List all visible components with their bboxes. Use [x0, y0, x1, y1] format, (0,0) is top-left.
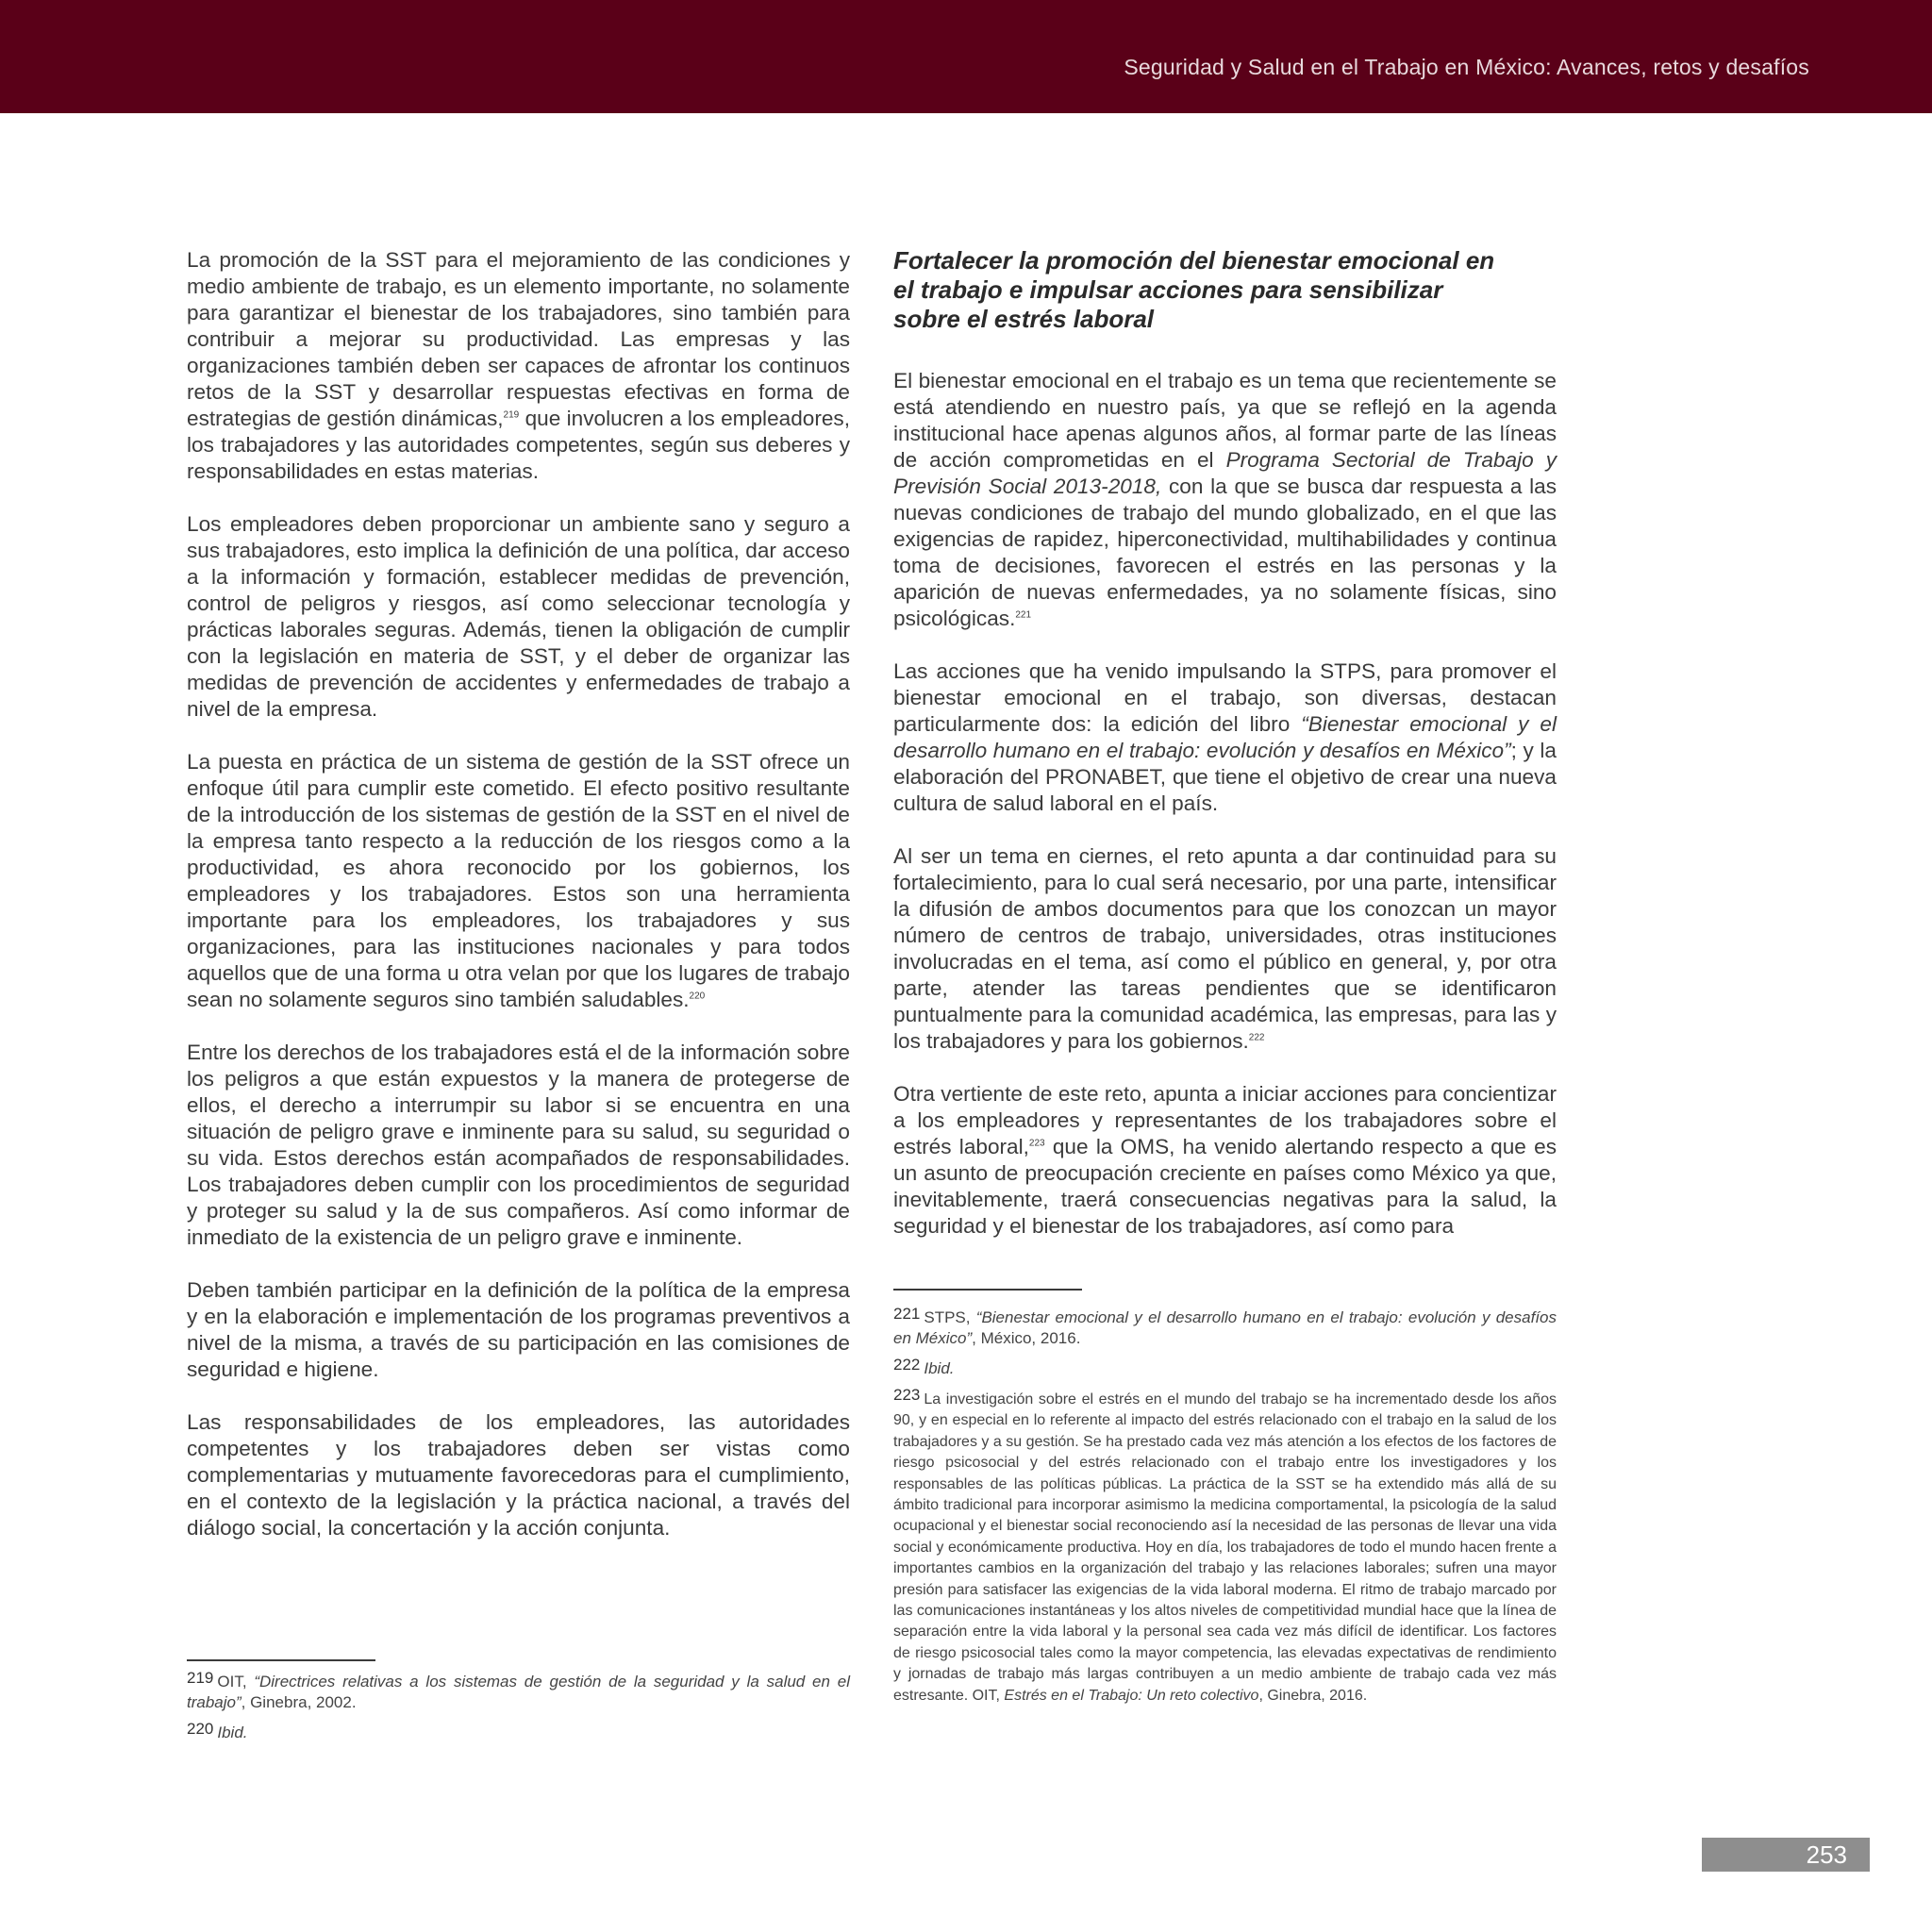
footnote-ref[interactable]: 219: [503, 409, 520, 421]
left-footnotes: [187, 1668, 850, 1749]
paragraph: Las responsabilidades de los empleadores, las autoridades competentes y los trabajadores deben ser vistas como complementarias y mutuamente favorecedoras para el cumplimiento, en el contexto de la legislación y la práctica nacional, a través del diálogo social, la concertación y la acción conjunta.: [187, 1410, 850, 1540]
footnote-222: [893, 1355, 1557, 1379]
footnote-219: [187, 1668, 850, 1713]
footnote-text: Ibid.: [924, 1359, 955, 1377]
footnote-221: [893, 1304, 1557, 1349]
footnote-text: STPS,: [924, 1308, 976, 1326]
page-header: [0, 0, 1932, 113]
header-title: Seguridad y Salud en el Trabajo en México: Avances, retos y desafíos: [1124, 55, 1809, 79]
footnote-number: 221: [893, 1305, 921, 1323]
paragraph-text: Al ser un tema en ciernes, el reto apunta a dar continuidad para su fortalecimiento, para lo cual será necesario, por una parte, intensificar la difusión de ambos documentos para que los conozcan un mayor número de centros de trabajo, universidades, otras instituciones involucradas en el tema, así como el público en general, y, por otra parte, atender las tareas pendientes que se identificaron puntualmente para la comunidad académica, las empresas, para las y los trabajadores y para los gobiernos.: [893, 844, 1557, 1053]
left-column: [187, 247, 850, 1568]
paragraph-text: El bienestar emocional en el trabajo es un tema que recientemente se está atendiendo en nuestro país, ya que se reflejó en la agenda institucional hace apenas algunos años, al formar parte de las líneas de acción comprometidas en el: [893, 369, 1557, 472]
paragraph-text: que la OMS, ha venido alertando respecto a que es un asunto de preocupación creciente en países como México ya que, inevitablemente, traerá consecuencias negativas para la salud, la seguridad y el bienestar de los trabajadores, así como para: [893, 1135, 1557, 1238]
paragraph-text: Otra vertiente de este reto, apunta a iniciar acciones para concientizar a los empleadores y representantes de los trabajadores sobre el estrés laboral,: [893, 1082, 1557, 1158]
right-footnotes: [893, 1304, 1557, 1712]
footnote-number: 220: [187, 1720, 214, 1738]
footnote-text: , Ginebra, 2016.: [1258, 1687, 1368, 1704]
footnote-divider: [893, 1289, 1082, 1291]
page-number: 253: [1806, 1840, 1847, 1869]
footnote-ref[interactable]: 221: [1015, 609, 1032, 621]
paragraph-text: que involucren a los empleadores, los trabajadores y las autoridades competentes, según sus deberes y responsabilidades en estas materias.: [187, 407, 850, 483]
paragraph: Los empleadores deben proporcionar un ambiente sano y seguro a sus trabajadores, esto implica la definición de una política, dar acceso a la información y formación, establecer medidas de prevención, control de peligros y riesgos, así como seleccionar tecnología y prácticas laborales seguras. Además, tienen la obligación de cumplir con la legislación en materia de SST, y el deber de organizar las medidas de prevención de accidentes y enfermedades de trabajo a nivel de la empresa.: [187, 512, 850, 721]
footnote-title: “Bienestar emocional y el desarrollo humano en el trabajo: evolución y desafíos en México”: [893, 1308, 1557, 1347]
section-heading: Fortalecer la promoción del bienestar emocional en el trabajo e impulsar acciones para sensibilizar sobre el estrés laboral: [893, 246, 1495, 333]
footnote-text: OIT,: [217, 1673, 255, 1690]
footnote-number: 222: [893, 1356, 921, 1374]
paragraph-text: ; y la elaboración del PRONABET, que tiene el objetivo de crear una nueva cultura de salud laboral en el país.: [893, 739, 1557, 815]
footnote-text: , México, 2016.: [972, 1329, 1081, 1347]
paragraph-text: La puesta en práctica de un sistema de gestión de la SST ofrece un enfoque útil para cumplir este cometido. El efecto positivo resultante de la introducción de los sistemas de gestión de la SST en el nivel de la empresa tanto respecto a la reducción de los riesgos como a la productividad, es ahora reconocido por los gobiernos, los empleadores y los trabajadores. Estos son una herramienta importante para los empleadores, los trabajadores y sus organizaciones, para las instituciones nacionales y para todos aquellos que de una forma u otra velan por que los lugares de trabajo sean no solamente seguros sino también saludables.: [187, 750, 850, 1011]
footnote-220: [187, 1719, 850, 1743]
footnote-number: 219: [187, 1669, 214, 1687]
footnote-ref[interactable]: 223: [1028, 1138, 1045, 1149]
footnote-text: La investigación sobre el estrés en el mundo del trabajo se ha incrementado desde los años 90, y en especial en lo referente al impacto del estrés relacionado con el trabajo en la salud de los trabajadores y a su gestión. Se ha prestado cada vez más atención a los efectos de los factores de riesgo psicosocial y del estrés relacionado con el trabajo entre los investigadores y los responsables de las políticas públicas. La práctica de la SST se ha extendido más allá de su ámbito tradicional para incorporar asimismo la medicina comportamental, la psicología de la salud ocupacional y el bienestar social reconociendo así la necesidad de las personas de llevar una vida social y económicamente productiva. Hoy en día, los trabajadores de todo el mundo hacen frente a importantes cambios en la organización del trabajo y las relaciones laborales; sufren una mayor presión para satisfacer las exigencias de la vida laboral moderna. El ritmo de trabajo marcado por las comunicaciones instantáneas y los altos niveles de competitividad mundial hace que la línea de separación entre la vida laboral y la personal sea cada vez más difícil de identificar. Los factores de riesgo psicosocial tales como la mayor competencia, las elevadas expectativas de rendimiento y jornadas de trabajo más largas contribuyen a un medio ambiente de trabajo cada vez más estresante. OIT,: [893, 1391, 1557, 1704]
page-number-box: [1702, 1838, 1870, 1872]
paragraph: [187, 247, 850, 485]
program-title: Programa Sectorial de Trabajo y Previsión Social 2013-2018,: [893, 448, 1557, 498]
paragraph-text: con la que se busca dar respuesta a las nuevas condiciones de trabajo del mundo globalizado, en el que las exigencias de rapidez, hiperconectividad, multihabilidades y continua toma de decisiones, favorecen el estrés en las personas y la aparición de nuevas enfermedades, ya no solamente físicas, sino psicológicas.: [893, 475, 1557, 630]
footnote-text: Ibid.: [217, 1724, 248, 1741]
paragraph-text: La promoción de la SST para el mejoramiento de las condiciones y medio ambiente de trabajo, es un elemento importante, no solamente para garantizar el bienestar de los trabajadores, sino también para contribuir a mejorar su productividad. Las empresas y las organizaciones también deben ser capaces de afrontar los continuos retos de la SST y desarrollar respuestas efectivas en forma de estrategias de gestión dinámicas,: [187, 248, 850, 430]
paragraph: [187, 749, 850, 1013]
paragraph: [893, 658, 1557, 817]
footnote-title: Estrés en el Trabajo: Un reto colectivo: [1004, 1687, 1259, 1704]
footnote-ref[interactable]: 222: [1248, 1032, 1265, 1043]
footnote-223: [893, 1385, 1557, 1707]
paragraph: Deben también participar en la definición de la política de la empresa y en la elaboración e implementación de los programas preventivos a nivel de la misma, a través de su participación en las comisiones de seguridad e higiene.: [187, 1278, 850, 1381]
paragraph: [893, 368, 1557, 632]
paragraph: [893, 843, 1557, 1055]
footnote-number: 223: [893, 1386, 921, 1404]
paragraph: [893, 1081, 1557, 1240]
paragraph-text: Las acciones que ha venido impulsando la STPS, para promover el bienestar emocional en el trabajo, son diversas, destacan particularmente dos: la edición del libro: [893, 659, 1557, 736]
footnote-ref[interactable]: 220: [689, 991, 706, 1002]
footnote-text: , Ginebra, 2002.: [241, 1693, 357, 1711]
paragraph: Entre los derechos de los trabajadores está el de la información sobre los peligros a que están expuestos y la manera de protegerse de ellos, el derecho a interrumpir su labor si se encuentra en una situación de peligro grave e inminente para su salud, su seguridad o su vida. Estos derechos están acompañados de responsabilidades. Los trabajadores deben cumplir con los procedimientos de seguridad y proteger su salud y la de sus compañeros. Así como informar de inmediato de la existencia de un peligro grave e inminente.: [187, 1041, 850, 1249]
right-column: [893, 246, 1557, 1266]
footnote-divider: [187, 1659, 375, 1661]
footnote-title: “Directrices relativas a los sistemas de gestión de la seguridad y la salud en el trabajo”: [187, 1673, 850, 1711]
book-title: “Bienestar emocional y el desarrollo humano en el trabajo: evolución y desafíos en México”: [893, 712, 1557, 762]
